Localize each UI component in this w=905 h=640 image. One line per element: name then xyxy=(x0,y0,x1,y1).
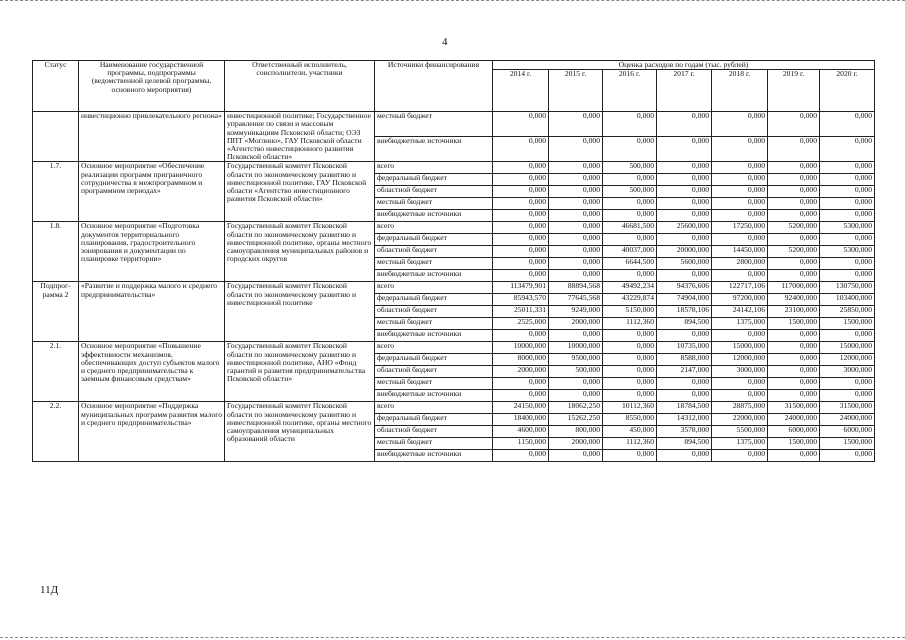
amount-cell: 10000,000 xyxy=(549,342,603,354)
header-year: 2018 г. xyxy=(712,70,768,112)
amount-cell: 18062,250 xyxy=(549,402,603,414)
amount-cell: 0,000 xyxy=(603,234,657,246)
amount-cell: 0,000 xyxy=(657,186,712,198)
funding-source: областной бюджет xyxy=(375,366,493,378)
amount-cell: 0,000 xyxy=(603,354,657,366)
amount-cell: 0,000 xyxy=(493,137,549,162)
amount-cell: 0,000 xyxy=(768,186,820,198)
group-status: Подпрог-рамма 2 xyxy=(33,282,79,342)
amount-cell: 450,000 xyxy=(603,426,657,438)
amount-cell: 0,000 xyxy=(657,162,712,174)
amount-cell: 0,000 xyxy=(603,137,657,162)
funding-source: внебюджетные источники xyxy=(375,330,493,342)
amount-cell: 1150,000 xyxy=(493,438,549,450)
funding-source: федеральный бюджет xyxy=(375,414,493,426)
amount-cell: 0,000 xyxy=(657,390,712,402)
group-status: 2.1. xyxy=(33,342,79,402)
amount-cell: 88894,568 xyxy=(549,282,603,294)
amount-cell: 0,000 xyxy=(603,450,657,462)
amount-cell: 0,000 xyxy=(768,270,820,282)
group-program-name: Основное мероприятие «Поддержка муниципальных программ развития малого и среднего предпринимательства» xyxy=(79,402,225,462)
amount-cell: 894,500 xyxy=(657,438,712,450)
amount-cell: 0,000 xyxy=(712,198,768,210)
funding-source: внебюджетные источники xyxy=(375,450,493,462)
amount-cell: 49492,234 xyxy=(603,282,657,294)
amount-cell: 0,000 xyxy=(712,330,768,342)
amount-cell: 9249,000 xyxy=(549,306,603,318)
amount-cell: 0,000 xyxy=(768,258,820,270)
amount-cell: 22000,000 xyxy=(712,414,768,426)
amount-cell: 0,000 xyxy=(820,210,875,222)
amount-cell: 5600,000 xyxy=(657,258,712,270)
amount-cell: 2000,000 xyxy=(493,366,549,378)
amount-cell: 0,000 xyxy=(493,210,549,222)
group-program-name: инвестиционно привлекательного региона» xyxy=(79,112,225,162)
amount-cell: 5200,000 xyxy=(768,222,820,234)
header-status: Статус xyxy=(33,61,79,112)
amount-cell: 0,000 xyxy=(768,137,820,162)
amount-cell: 20000,000 xyxy=(657,246,712,258)
footer-code: 11Д xyxy=(40,584,59,596)
amount-cell: 0,000 xyxy=(603,210,657,222)
amount-cell: 14312,000 xyxy=(657,414,712,426)
amount-cell: 25600,000 xyxy=(657,222,712,234)
amount-cell: 0,000 xyxy=(768,354,820,366)
amount-cell: 0,000 xyxy=(712,450,768,462)
amount-cell: 0,000 xyxy=(493,234,549,246)
amount-cell: 2147,000 xyxy=(657,366,712,378)
amount-cell: 0,000 xyxy=(657,270,712,282)
funding-source: областной бюджет xyxy=(375,186,493,198)
amount-cell: 0,000 xyxy=(820,234,875,246)
amount-cell: 18400,000 xyxy=(493,414,549,426)
funding-source: всего xyxy=(375,282,493,294)
amount-cell: 0,000 xyxy=(768,330,820,342)
amount-cell: 0,000 xyxy=(603,342,657,354)
amount-cell: 1500,000 xyxy=(820,438,875,450)
amount-cell: 1500,000 xyxy=(820,318,875,330)
amount-cell: 0,000 xyxy=(549,246,603,258)
amount-cell: 0,000 xyxy=(820,330,875,342)
amount-cell: 5500,000 xyxy=(712,426,768,438)
amount-cell: 0,000 xyxy=(493,186,549,198)
amount-cell: 3000,000 xyxy=(712,366,768,378)
amount-cell: 0,000 xyxy=(712,162,768,174)
amount-cell: 3000,000 xyxy=(820,366,875,378)
amount-cell: 0,000 xyxy=(712,378,768,390)
amount-cell: 97200,000 xyxy=(712,294,768,306)
amount-cell: 15000,000 xyxy=(820,342,875,354)
amount-cell: 5300,000 xyxy=(820,246,875,258)
scan-edge-top xyxy=(0,0,905,5)
amount-cell: 113479,901 xyxy=(493,282,549,294)
header-row-top xyxy=(33,61,875,70)
amount-cell: 0,000 xyxy=(768,210,820,222)
amount-cell: 1500,000 xyxy=(768,438,820,450)
amount-cell: 23100,000 xyxy=(768,306,820,318)
amount-cell: 25850,000 xyxy=(820,306,875,318)
amount-cell: 0,000 xyxy=(549,234,603,246)
amount-cell: 40037,000 xyxy=(603,246,657,258)
amount-cell: 0,000 xyxy=(549,378,603,390)
amount-cell: 0,000 xyxy=(712,210,768,222)
group-status: 1.8. xyxy=(33,222,79,282)
amount-cell: 6000,000 xyxy=(820,426,875,438)
amount-cell: 1500,000 xyxy=(768,318,820,330)
amount-cell: 0,000 xyxy=(549,390,603,402)
group-program-name: Основное мероприятие «Повышение эффективности механизмов, обеспечивающих доступ субъектов малого и среднего предпринимательства к заемным финансовым средствам» xyxy=(79,342,225,402)
amount-cell: 0,000 xyxy=(549,186,603,198)
funding-source: местный бюджет xyxy=(375,198,493,210)
amount-cell: 3578,000 xyxy=(657,426,712,438)
funding-source: федеральный бюджет xyxy=(375,234,493,246)
funding-source: областной бюджет xyxy=(375,426,493,438)
amount-cell: 1375,000 xyxy=(712,438,768,450)
amount-cell: 92400,000 xyxy=(768,294,820,306)
group-executors: Государственный комитет Псковской области по экономическому развитию и инвестиционной политике, АНО «Фонд гарантий и развития предпринимательства Псковской области» xyxy=(225,342,375,402)
amount-cell: 1112,360 xyxy=(603,438,657,450)
group-executors: Государственный комитет Псковской области по экономическому развитию и инвестиционной политике, органы местного самоуправления муниципальных районов и городских округов xyxy=(225,222,375,282)
amount-cell: 0,000 xyxy=(820,112,875,137)
amount-cell: 0,000 xyxy=(820,198,875,210)
amount-cell: 2000,000 xyxy=(549,438,603,450)
funding-source: всего xyxy=(375,222,493,234)
funding-source: местный бюджет xyxy=(375,438,493,450)
amount-cell: 500,000 xyxy=(549,366,603,378)
amount-cell: 0,000 xyxy=(549,162,603,174)
amount-cell: 0,000 xyxy=(603,366,657,378)
funding-source: федеральный бюджет xyxy=(375,174,493,186)
amount-cell: 0,000 xyxy=(549,137,603,162)
amount-cell: 122717,106 xyxy=(712,282,768,294)
group-program-name: Основное мероприятие «Подготовка документов территориального планирования, градостроительного зонирования и документации по планировке территории» xyxy=(79,222,225,282)
amount-cell: 0,000 xyxy=(549,174,603,186)
amount-cell: 0,000 xyxy=(549,198,603,210)
amount-cell: 25011,331 xyxy=(493,306,549,318)
amount-cell: 6000,000 xyxy=(768,426,820,438)
amount-cell: 0,000 xyxy=(657,378,712,390)
table-row xyxy=(33,162,875,174)
funding-source: местный бюджет xyxy=(375,258,493,270)
amount-cell: 0,000 xyxy=(493,112,549,137)
amount-cell: 77645,568 xyxy=(549,294,603,306)
amount-cell: 0,000 xyxy=(768,234,820,246)
amount-cell: 2800,000 xyxy=(712,258,768,270)
amount-cell: 0,000 xyxy=(768,198,820,210)
amount-cell: 43229,874 xyxy=(603,294,657,306)
header-year: 2019 г. xyxy=(768,70,820,112)
amount-cell: 0,000 xyxy=(820,378,875,390)
funding-source: внебюджетные источники xyxy=(375,137,493,162)
table-row xyxy=(33,342,875,354)
amount-cell: 0,000 xyxy=(549,330,603,342)
group-status: 2.2. xyxy=(33,402,79,462)
funding-source: федеральный бюджет xyxy=(375,294,493,306)
group-executors: Государственный комитет Псковской области по экономическому развитию и инвестиционной политике xyxy=(225,282,375,342)
amount-cell: 0,000 xyxy=(712,137,768,162)
amount-cell: 0,000 xyxy=(768,162,820,174)
group-status: 1.7. xyxy=(33,162,79,222)
amount-cell: 0,000 xyxy=(820,390,875,402)
header-year: 2020 г. xyxy=(820,70,875,112)
amount-cell: 0,000 xyxy=(493,390,549,402)
amount-cell: 0,000 xyxy=(712,174,768,186)
amount-cell: 5150,000 xyxy=(603,306,657,318)
amount-cell: 0,000 xyxy=(493,174,549,186)
amount-cell: 4600,000 xyxy=(493,426,549,438)
funding-source: местный бюджет xyxy=(375,378,493,390)
amount-cell: 0,000 xyxy=(820,258,875,270)
amount-cell: 14450,000 xyxy=(712,246,768,258)
amount-cell: 0,000 xyxy=(549,270,603,282)
page-number: 4 xyxy=(442,36,448,48)
budget-table-body xyxy=(33,112,875,462)
amount-cell: 85943,570 xyxy=(493,294,549,306)
amount-cell: 0,000 xyxy=(768,378,820,390)
amount-cell: 10000,000 xyxy=(493,342,549,354)
amount-cell: 0,000 xyxy=(657,112,712,137)
amount-cell: 0,000 xyxy=(768,174,820,186)
header-sources: Источники финансирования xyxy=(375,61,493,112)
amount-cell: 94376,606 xyxy=(657,282,712,294)
amount-cell: 15000,000 xyxy=(712,342,768,354)
amount-cell: 24000,000 xyxy=(768,414,820,426)
amount-cell: 500,000 xyxy=(603,162,657,174)
amount-cell: 24142,106 xyxy=(712,306,768,318)
table-row xyxy=(33,402,875,414)
header-program-name: Наименование государственной программы, подпрограммы (ведомственной целевой программы, основного мероприятия) xyxy=(79,61,225,112)
amount-cell: 0,000 xyxy=(603,112,657,137)
amount-cell: 0,000 xyxy=(603,378,657,390)
amount-cell: 2525,000 xyxy=(493,318,549,330)
amount-cell: 74904,000 xyxy=(657,294,712,306)
amount-cell: 0,000 xyxy=(820,186,875,198)
amount-cell: 17250,000 xyxy=(712,222,768,234)
amount-cell: 800,000 xyxy=(549,426,603,438)
header-executors: Ответственный исполнитель, соисполнители, участники xyxy=(225,61,375,112)
amount-cell: 0,000 xyxy=(820,137,875,162)
amount-cell: 8588,000 xyxy=(657,354,712,366)
amount-cell: 0,000 xyxy=(493,198,549,210)
amount-cell: 24000,000 xyxy=(820,414,875,426)
amount-cell: 1375,000 xyxy=(712,318,768,330)
amount-cell: 0,000 xyxy=(820,270,875,282)
amount-cell: 0,000 xyxy=(657,234,712,246)
table-row xyxy=(33,282,875,294)
group-status xyxy=(33,112,79,162)
amount-cell: 0,000 xyxy=(603,390,657,402)
amount-cell: 0,000 xyxy=(768,366,820,378)
amount-cell: 0,000 xyxy=(603,198,657,210)
header-estimate: Оценка расходов по годам (тыс. рублей) xyxy=(493,61,875,70)
budget-table xyxy=(32,60,875,462)
funding-source: областной бюджет xyxy=(375,246,493,258)
amount-cell: 500,000 xyxy=(603,186,657,198)
group-program-name: Основное мероприятие «Обеспечение реализации программ приграничного сотрудничества в межпрограммном и программном периодах» xyxy=(79,162,225,222)
amount-cell: 2000,000 xyxy=(549,318,603,330)
amount-cell: 12000,000 xyxy=(820,354,875,366)
funding-source: местный бюджет xyxy=(375,318,493,330)
amount-cell: 0,000 xyxy=(768,450,820,462)
amount-cell: 0,000 xyxy=(603,330,657,342)
funding-source: внебюджетные источники xyxy=(375,210,493,222)
amount-cell: 0,000 xyxy=(820,174,875,186)
amount-cell: 0,000 xyxy=(493,222,549,234)
group-executors: Государственный комитет Псковской области по экономическому развитию и инвестиционной политике, органы местного самоуправления муниципальных образований области xyxy=(225,402,375,462)
amount-cell: 5300,000 xyxy=(820,222,875,234)
funding-source: федеральный бюджет xyxy=(375,354,493,366)
amount-cell: 0,000 xyxy=(712,390,768,402)
amount-cell: 0,000 xyxy=(712,270,768,282)
amount-cell: 0,000 xyxy=(820,162,875,174)
table-row xyxy=(33,112,875,137)
amount-cell: 0,000 xyxy=(820,450,875,462)
header-year: 2016 г. xyxy=(603,70,657,112)
amount-cell: 0,000 xyxy=(712,112,768,137)
amount-cell: 28875,000 xyxy=(712,402,768,414)
amount-cell: 0,000 xyxy=(493,330,549,342)
amount-cell: 0,000 xyxy=(493,258,549,270)
amount-cell: 0,000 xyxy=(493,246,549,258)
header-year: 2017 г. xyxy=(657,70,712,112)
amount-cell: 0,000 xyxy=(493,378,549,390)
amount-cell: 0,000 xyxy=(712,186,768,198)
amount-cell: 0,000 xyxy=(768,390,820,402)
amount-cell: 117000,000 xyxy=(768,282,820,294)
amount-cell: 0,000 xyxy=(493,270,549,282)
amount-cell: 5200,000 xyxy=(768,246,820,258)
amount-cell: 0,000 xyxy=(657,210,712,222)
amount-cell: 8000,000 xyxy=(493,354,549,366)
amount-cell: 0,000 xyxy=(493,450,549,462)
amount-cell: 8550,000 xyxy=(603,414,657,426)
amount-cell: 24150,000 xyxy=(493,402,549,414)
amount-cell: 46681,500 xyxy=(603,222,657,234)
group-executors: Государственный комитет Псковской области по экономическому развитию и инвестиционной политике, ГАУ Псковской области «Агентство инвестиционного развития Псковской области» xyxy=(225,162,375,222)
amount-cell: 0,000 xyxy=(657,450,712,462)
amount-cell: 0,000 xyxy=(549,112,603,137)
amount-cell: 31500,000 xyxy=(768,402,820,414)
amount-cell: 18578,106 xyxy=(657,306,712,318)
amount-cell: 0,000 xyxy=(603,174,657,186)
group-executors: инвестиционной политике; Государственное управление по связи и массовым коммуникациям Псковской области; ОЭЗ ППТ «Моглино», ГАУ Псковской области «Агентство инвестиционного развития Псковской области» xyxy=(225,112,375,162)
amount-cell: 0,000 xyxy=(603,270,657,282)
funding-source: внебюджетные источники xyxy=(375,390,493,402)
scan-edge-bottom xyxy=(0,634,905,638)
amount-cell: 0,000 xyxy=(657,174,712,186)
amount-cell: 0,000 xyxy=(712,234,768,246)
amount-cell: 15262,250 xyxy=(549,414,603,426)
funding-source: всего xyxy=(375,402,493,414)
funding-source: областной бюджет xyxy=(375,306,493,318)
amount-cell: 894,500 xyxy=(657,318,712,330)
funding-source: всего xyxy=(375,162,493,174)
amount-cell: 0,000 xyxy=(657,330,712,342)
amount-cell: 130750,000 xyxy=(820,282,875,294)
amount-cell: 0,000 xyxy=(549,210,603,222)
amount-cell: 0,000 xyxy=(768,342,820,354)
amount-cell: 10735,000 xyxy=(657,342,712,354)
amount-cell: 12000,000 xyxy=(712,354,768,366)
amount-cell: 10112,360 xyxy=(603,402,657,414)
amount-cell: 6644,500 xyxy=(603,258,657,270)
amount-cell: 0,000 xyxy=(549,222,603,234)
amount-cell: 0,000 xyxy=(549,258,603,270)
table-row xyxy=(33,222,875,234)
funding-source: местный бюджет xyxy=(375,112,493,137)
amount-cell: 9500,000 xyxy=(549,354,603,366)
amount-cell: 1112,360 xyxy=(603,318,657,330)
amount-cell: 0,000 xyxy=(493,162,549,174)
header-year: 2015 г. xyxy=(549,70,603,112)
amount-cell: 0,000 xyxy=(657,137,712,162)
amount-cell: 0,000 xyxy=(768,112,820,137)
amount-cell: 103400,000 xyxy=(820,294,875,306)
group-program-name: «Развитие и поддержка малого и среднего предпринимательства» xyxy=(79,282,225,342)
header-year: 2014 г. xyxy=(493,70,549,112)
amount-cell: 0,000 xyxy=(657,198,712,210)
funding-source: всего xyxy=(375,342,493,354)
funding-source: внебюджетные источники xyxy=(375,270,493,282)
amount-cell: 18784,500 xyxy=(657,402,712,414)
amount-cell: 31500,000 xyxy=(820,402,875,414)
amount-cell: 0,000 xyxy=(549,450,603,462)
